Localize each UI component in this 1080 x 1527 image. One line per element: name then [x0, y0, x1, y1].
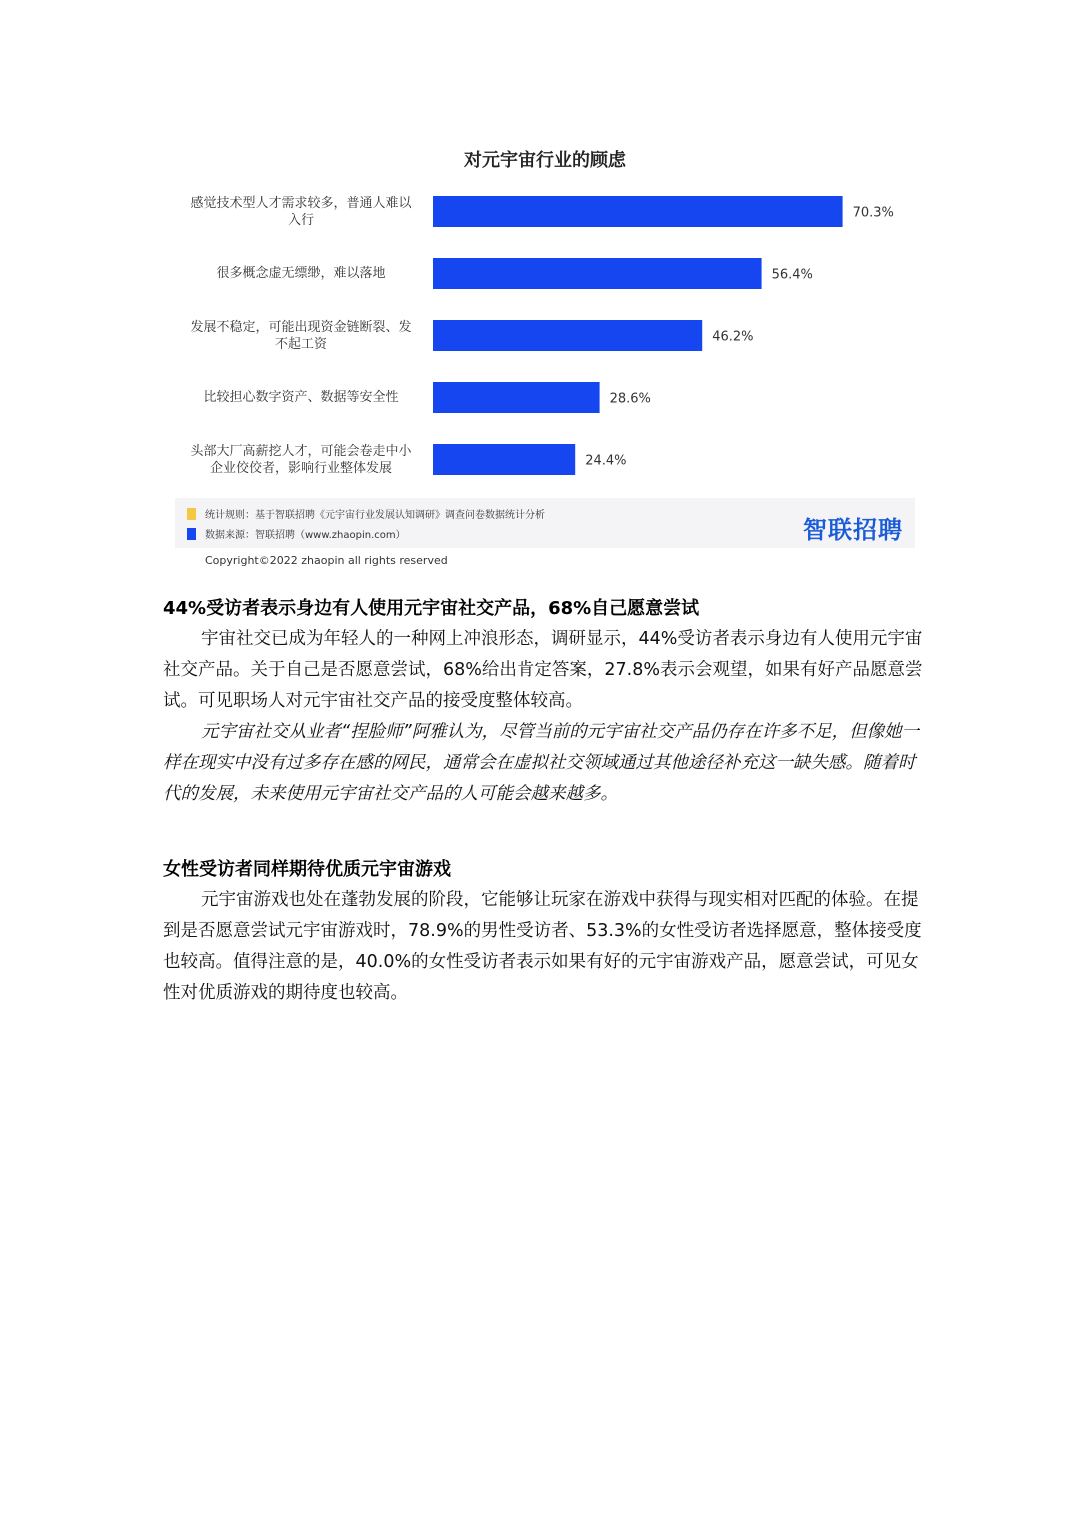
legend-text-source: 数据来源：智联招聘（www.zhaopin.com）: [205, 530, 406, 541]
category-label-line: 入行: [287, 212, 314, 228]
bar-value-label-2: 56.4%: [771, 267, 813, 283]
paragraph-1: 宇宙社交已成为年轻人的一种网上冲浪形态，调研显示，44%受访者表示身边有人使用元宇宙社交产品。关于自己是否愿意尝试，68%给出肯定答案，27.8%表示会观望，如果有好产品愿意尝试。可见职场人对元宇宙社交产品的接受度整体较高。: [163, 629, 923, 711]
category-label-3: [175, 319, 427, 353]
category-label-5: [175, 443, 427, 477]
section-heading-2: 女性受访者同样期待优质元宇宙游戏: [163, 859, 451, 880]
section-heading-1: 44%受访者表示身边有人使用元宇宙社交产品，68%自己愿意尝试: [163, 598, 700, 619]
bar-value-label-4: 28.6%: [609, 391, 651, 407]
category-label-line: 不起工资: [274, 336, 327, 352]
category-label-line: 比较担心数字资产、数据等安全性: [203, 390, 399, 405]
legend-text-rule: 统计规则：基于智联招聘《元宇宙行业发展认知调研》调查问卷数据统计分析: [205, 510, 545, 521]
bar-value-label-3: 46.2%: [712, 329, 754, 345]
bar-value-label-5: 24.4%: [585, 453, 627, 469]
bar-value-label-1: 70.3%: [852, 205, 894, 221]
category-label-4: [175, 389, 427, 406]
bar-2: [433, 258, 762, 289]
category-label-2: [175, 265, 427, 282]
bar-3: [433, 320, 702, 351]
legend-item-source: [187, 526, 406, 541]
category-label-line: 头部大厂高薪挖人才，可能会卷走中小: [190, 443, 412, 459]
chart-figure: [175, 130, 915, 580]
legend-item-rule: [187, 506, 545, 521]
paragraph-3: 元宇宙游戏也处在蓬勃发展的阶段，它能够让玩家在游戏中获得与现实相对匹配的体验。在提到是否愿意尝试元宇宙游戏时，78.9%的男性受访者、53.3%的女性受访者选择愿意，整体接受度也较高。值得注意的是，40.0%的女性受访者表示如果有好的元宇宙游戏产品，愿意尝试，可见女性对优质游戏的期待度也较高。: [163, 890, 922, 1003]
chart-title: 对元宇宙行业的顾虑: [464, 150, 626, 171]
bar-1: [433, 196, 843, 227]
bar-4: [433, 382, 600, 413]
bar-5: [433, 444, 575, 475]
legend-swatch-blue: [187, 528, 196, 540]
copyright-text: Copyright©2022 zhaopin all rights reserved: [205, 554, 448, 567]
paragraph-2-quote: 元宇宙社交从业者“捏脸师”阿雅认为，尽管当前的元宇宙社交产品仍存在许多不足，但像她一样在现实中没有过多存在感的网民，通常会在虚拟社交领域通过其他途径补充这一缺失感。随着时代的发展，未来使用元宇宙社交产品的人可能会越来越多。: [163, 722, 920, 804]
legend-swatch-yellow: [187, 508, 196, 520]
category-label-line: 企业佼佼者，影响行业整体发展: [209, 460, 392, 476]
zhaopin-logo: 智联招聘: [803, 516, 903, 544]
category-label-line: 感觉技术型人才需求较多，普通人难以: [190, 195, 412, 211]
category-label-1: [175, 195, 427, 229]
category-label-line: 发展不稳定，可能出现资金链断裂、发: [190, 319, 412, 335]
category-label-line: 很多概念虚无缥缈，难以落地: [216, 266, 386, 281]
